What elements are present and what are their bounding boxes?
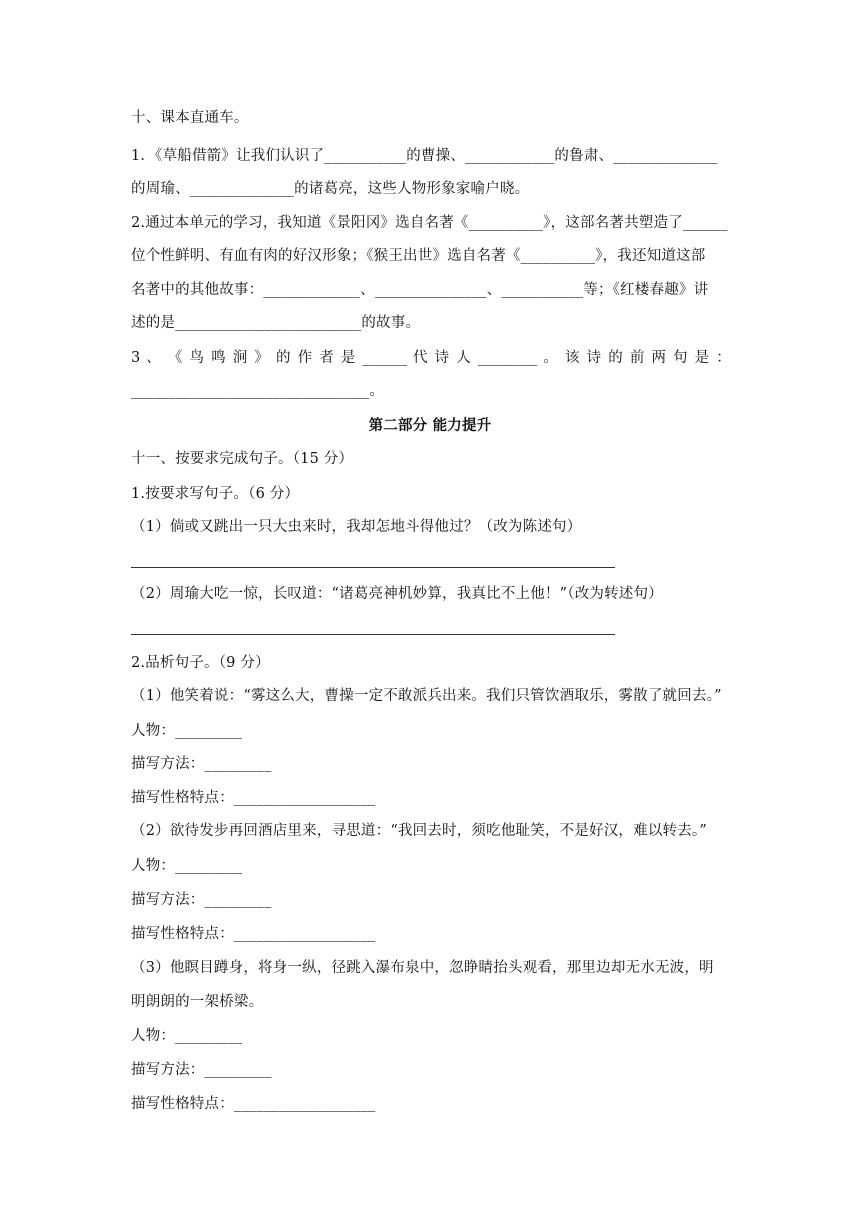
sentence-2-3-line-1: （3）他瞑目蹲身，将身一纵，径跳入瀑布泉中，忽睁睛抬头观看，那里边却无水无波，明 [131, 960, 714, 976]
question-1-line-2: 的周瑜、______________的诸葛亮，这些人物形象家喻户晓。 [131, 181, 530, 197]
question-2-line-4: 述的是_________________________的故事。 [131, 315, 421, 331]
part-2-heading: 第二部分 能力提升 [368, 417, 492, 434]
sentence-1-1: （1）倘或又跳出一只大虫来时，我却怎地斗得他过？（改为陈述句） [131, 519, 582, 535]
character-field-2: 人物：_________ [131, 858, 243, 874]
answer-line-1-2 [131, 634, 615, 635]
question-2-line-3: 名著中的其他故事：_____________、_______________、___________等；《红楼春趣》讲 [131, 282, 709, 298]
subsection-1-heading: 1.按要求写句子。（6 分） [131, 486, 300, 502]
method-field-2: 描写方法：_________ [131, 892, 272, 908]
question-2-line-2: 位个性鲜明、有血有肉的好汉形象；《猴王出世》选自名著《__________》，我还知道这部 [131, 248, 706, 264]
character-field-3: 人物：_________ [131, 1028, 243, 1044]
trait-field-1: 描写性格特点：___________________ [131, 790, 376, 806]
trait-field-3: 描写性格特点：___________________ [131, 1096, 376, 1112]
section-11-heading: 十一、按要求完成句子。（15 分） [131, 451, 354, 467]
subsection-2-heading: 2.品析句子。（9 分） [131, 655, 270, 671]
method-field-3: 描写方法：_________ [131, 1062, 272, 1078]
trait-field-2: 描写性格特点：___________________ [131, 926, 376, 942]
sentence-1-2: （2）周瑜大吃一惊，长叹道：“诸葛亮神机妙算，我真比不上他！”（改为转述句） [131, 586, 663, 602]
sentence-2-1: （1）他笑着说：“雾这么大，曹操一定不敢派兵出来。我们只管饮酒取乐，雾散了就回去。” [131, 688, 722, 704]
sentence-2-3-line-2: 明朗朗的一架桥梁。 [131, 994, 264, 1010]
question-3-line-2: ________________________________。 [131, 383, 385, 399]
question-1-line-1: 1．《草船借箭》让我们认识了___________的曹操、____________的鲁肃、______________ [131, 148, 718, 164]
question-3-line-1: 3 、 《 鸟 鸣 涧 》 的 作 者 是 ______ 代 诗 人 ________ 。 该 诗 的 前 两 句 是 ： [131, 350, 731, 366]
section-10-heading: 十、课本直通车。 [131, 110, 249, 126]
answer-line-1-1 [131, 567, 615, 568]
question-2-line-1: 2.通过本单元的学习，我知道《景阳冈》选自名著《__________》，这部名著共塑造了______ [131, 215, 728, 231]
sentence-2-2: （2）欲待发步再回酒店里来，寻思道：“我回去时，须吃他耻笑，不是好汉，难以转去。” [131, 823, 707, 839]
method-field-1: 描写方法：_________ [131, 756, 272, 772]
character-field-1: 人物：_________ [131, 723, 243, 739]
